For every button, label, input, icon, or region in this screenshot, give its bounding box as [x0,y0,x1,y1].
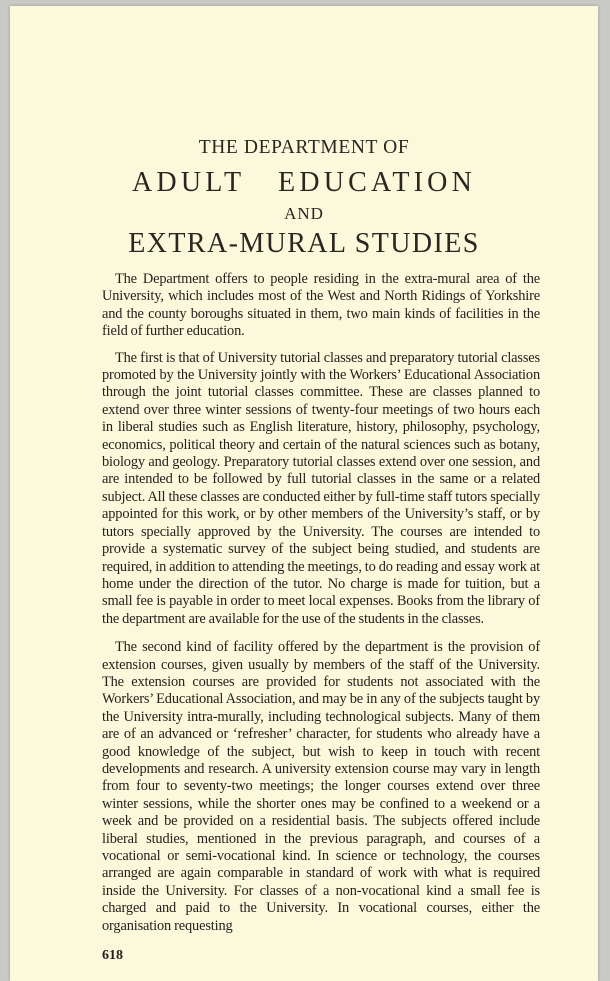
paragraph-introduction: The Department offers to people residing in the extra-mural area of the University, which includes most of the West and North Ridings of Yorkshire and the county boroughs situated in them, two main kinds of facilities in the field of further education. [102,271,540,340]
heading-line-2: ADULT EDUCATION [132,167,476,198]
body-text [102,271,540,935]
document-page [10,6,598,981]
heading-line-1: THE DEPARTMENT OF [198,137,410,158]
heading-line-3: AND [284,204,324,223]
page-number: 618 [102,948,123,964]
paragraph-tutorial-classes: The first is that of University tutorial classes and preparatory tutorial classes promoted by the University jointly with the Workers’ Educational Association through the joint tutorial classes committee. These are classes planned to extend over three winter sessions of twenty-four meetings of two hours each in liberal studies such as English literature, history, philosophy, psychology, economics, political theory and certain of the natural sciences such as botany, biology and geology. Preparatory tutorial classes extend over one session, and are intended to be followed by full tutorial classes in the same or a related subject. All these classes are conducted either by full-time staff tutors specially appointed for this work, or by other members of the University’s staff, or by tutors specially approved by the University. The courses are intended to provide a systematic survey of the subject being studied, and students are required, in addition to attending the meetings, to do reading and essay work at home under the direction of the tutor. No charge is made for tuition, but a small fee is payable in order to meet local expenses. Books from the library of the department are available for the use of the students in the classes. [102,349,540,627]
heading-line-4: EXTRA-MURAL STUDIES [128,228,480,259]
paragraph-extension-courses: The second kind of facility offered by the department is the provision of extension courses, given usually by members of the staff of the University. The extension courses are provided for students not associated with the Workers’ Educational Association, and may be in any of the subjects taught by the University intra-murally, including technological subjects. Many of them are of an advanced or ‘refresher’ character, for students who already have a good knowledge of the subject, but wish to keep in touch with recent developments and research. A university extension course may vary in length from four to seventy-two meetings; the longer courses extend over three winter sessions, while the shorter ones may be confined to a weekend or a week and be provided on a residential basis. The subjects offered include liberal studies, mentioned in the previous paragraph, and courses of a vocational or semi-vocational kind. In science or technology, the courses arranged are again comparable in standard of work with what is required inside the University. For classes of a non-vocational kind a small fee is charged and paid to the University. In vocational courses, either the organisation requesting [102,639,540,934]
